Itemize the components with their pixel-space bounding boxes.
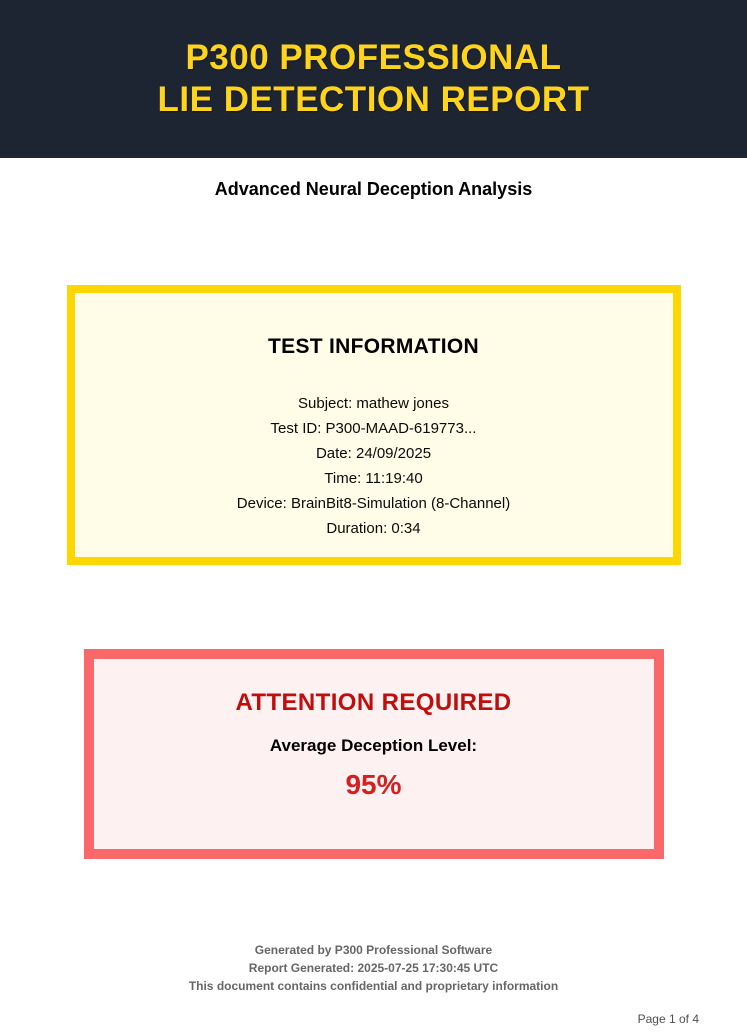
average-deception-level-label: Average Deception Level: — [269, 736, 478, 755]
test-info-line-device: Device: BrainBit8-Simulation (8-Channel) — [236, 495, 511, 512]
test-info-line-test-id: Test ID: P300-MAAD-619773... — [270, 420, 477, 437]
test-info-line-duration: Duration: 0:34 — [326, 520, 421, 537]
report-title-line-2: LIE DETECTION REPORT — [157, 80, 590, 119]
footer-report-generated: Report Generated: 2025-07-25 17:30:45 UTC — [248, 961, 499, 975]
test-information-box — [67, 285, 681, 565]
test-info-line-date: Date: 24/09/2025 — [315, 445, 432, 462]
attention-required-heading: ATTENTION REQUIRED — [235, 689, 512, 716]
test-info-line-subject: Subject: mathew jones — [298, 395, 449, 412]
report-header — [0, 0, 747, 158]
footer-generated-by: Generated by P300 Professional Software — [254, 943, 493, 957]
page-number: Page 1 of 4 — [637, 1012, 699, 1026]
test-information-lines — [95, 391, 653, 541]
report-subtitle: Advanced Neural Deception Analysis — [214, 179, 533, 199]
report-title-line-1: P300 PROFESSIONAL — [185, 38, 562, 77]
test-info-line-time: Time: 11:19:40 — [324, 470, 423, 487]
footer-confidential-notice: This document contains confidential and proprietary information — [188, 979, 559, 993]
report-footer — [0, 941, 747, 995]
test-information-heading: TEST INFORMATION — [268, 335, 479, 358]
deception-level-value: 95% — [345, 769, 402, 800]
attention-required-box — [84, 649, 664, 859]
